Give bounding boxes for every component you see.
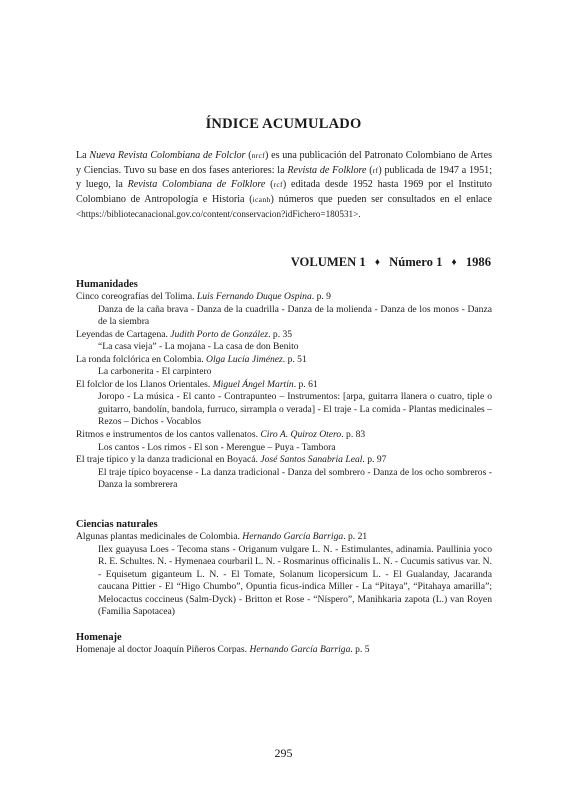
entry-author: Ciro A. Quiroz Otero [260, 429, 342, 441]
entry-author: Miguel Ángel Martín [212, 378, 294, 390]
intro-text: ( [366, 164, 373, 176]
entry-contents: El traje típico boyacense - La danza tradicional - Danza del sombrero - Danza de los ocho sombreros - Danza la sombrerera [98, 466, 492, 491]
entry-page: . p. 83 [341, 429, 366, 441]
section-homenaje [76, 631, 492, 657]
entry-page: . p. 61 [293, 378, 318, 390]
entry-page: . p. 9 [311, 291, 331, 302]
index-entry [76, 644, 492, 657]
entry-author: Hernando García Barriga [242, 531, 344, 542]
entry-contents: Danza de la caña brava - Danza de la cuadrilla - Danza de la molienda - Danza de los monos - Danza de la siembra [98, 303, 492, 328]
institute-abbr: icanh [252, 194, 271, 204]
intro-text: ( [265, 179, 274, 191]
entry-title: Algunas plantas medicinales de Colombia. [76, 531, 243, 542]
entry-line [76, 644, 492, 657]
index-entry [76, 354, 492, 379]
journal-name: Nueva Revista Colombiana de Folclor [89, 150, 246, 161]
intro-text: La [76, 150, 90, 161]
volume-heading [291, 255, 491, 270]
entry-title: El folclor de los Llanos Orientales. [76, 378, 213, 390]
intro-text: ) publicada de 1947 a 1951; y luego, la [76, 164, 492, 191]
intro-text: ( [245, 150, 252, 161]
entry-page: . p. 5 [350, 644, 370, 655]
index-entry [76, 291, 492, 329]
entry-contents: Joropo - La música - El canto - Contrapunteo – Instrumentos: [arpa, guitarra llanera o cuatro, tiple o guitarro, bandolín, bandola, furruco, sirrampla o verada] - El traje - La comida - Plantas medicinales – Rezos – Dichos - Vocablos [98, 391, 492, 428]
entry-title: El traje típico y la danza tradicional en Boyacá. [76, 454, 261, 466]
entry-title: La ronda folclórica en Colombia. [76, 353, 207, 365]
archive-link[interactable]: <https://bibliotecanacional.gov.co/content/conservacion?idFichero=180531>. [76, 209, 361, 220]
diamond-icon: ♦ [451, 257, 457, 268]
section-ciencias-naturales [76, 518, 492, 619]
entry-line [76, 329, 492, 342]
entry-line [76, 379, 492, 392]
page-number: 295 [274, 746, 293, 760]
journal-name: Revista de Folklore [287, 164, 367, 176]
volume-label: VOLUMEN 1 [290, 255, 366, 269]
entry-line [76, 354, 492, 367]
section-heading: Homenaje [76, 632, 122, 643]
section-heading: Ciencias naturales [76, 519, 158, 530]
diamond-icon: ♦ [374, 257, 380, 268]
entry-title: Homenaje al doctor Joaquín Piñeros Corpas. [76, 644, 250, 655]
entry-author: Olga Lucía Jiménez [206, 353, 283, 365]
index-entry [76, 379, 492, 429]
intro-text: ) editada desde 1952 hasta 1969 por el Instituto Colombiano de Antropología e Historia ( [76, 179, 492, 205]
entry-author: José Santos Sanabria Leal [260, 454, 363, 466]
journal-name: Revista Colombiana de Folklore [127, 179, 266, 191]
intro-text: ) es una publicación del Patronato Colombiano de Artes y Ciencias. Tuvo su base en dos fases anteriores: la [76, 150, 492, 176]
section-humanidades [76, 278, 492, 492]
issue-label: Número 1 [389, 255, 443, 269]
entry-line [76, 454, 492, 467]
entry-contents: “La casa vieja” - La mojana - La casa de don Benito [98, 341, 299, 353]
page-title: ÍNDICE ACUMULADO [205, 116, 362, 132]
intro-paragraph [76, 149, 492, 223]
section-heading: Humanidades [76, 279, 138, 290]
entry-page: . p. 35 [268, 328, 293, 340]
entry-title: Cinco coreografías del Tolima. [76, 291, 197, 302]
entry-contents: La carbonerita - El carpintero [98, 366, 212, 378]
entry-line [76, 291, 492, 304]
entry-page: . p. 51 [282, 353, 307, 365]
entry-contents: Ilex guayusa Loes - Tecoma stans - Origanum vulgare L. N. - Estimulantes, adinamia. Paullinia yoco R. E. Schultes. N. - Hymenaea courbaril L. N. - Rosmarinus officinalis L. N. - Cucumis sativus var. N. - Equisetum giganteum L. N. - El Tomate, Solanum licopersicum L. - El Gualanday, Jacaranda caucana Pittier - El “Higo Chumbo”, Opuntia ficus-indica Miller - La “Pitaya”, “Pitahaya amarilla”; Melocactus coccineus (Salm-Dyck) - Britton et Rose - “Níspero”, Manihkaria zapota (L.) van Royen (Familia Sapotacea) [98, 543, 492, 618]
entry-line [76, 531, 492, 544]
journal-abbr: nrcf [251, 151, 266, 160]
journal-abbr: rf [372, 165, 379, 175]
entry-line [76, 429, 492, 442]
year-label: 1986 [465, 255, 491, 269]
entry-author: Luis Fernando Duque Ospina [196, 291, 312, 302]
entry-author: Hernando García Barriga [249, 644, 351, 655]
entry-page: . p. 21 [343, 531, 368, 542]
index-entry [76, 531, 492, 619]
index-entry [76, 454, 492, 492]
entry-author: Judith Porto de González [170, 328, 269, 340]
entry-page: . p. 97 [362, 454, 387, 466]
entry-title: Ritmos e instrumentos de los cantos vallenatos. [76, 429, 261, 441]
index-entry [76, 429, 492, 454]
entry-contents: Los cantos - Los rimos - El son - Merengue – Puya - Tambora [98, 441, 336, 453]
entry-title: Leyendas de Cartagena. [76, 328, 171, 340]
index-entry [76, 329, 492, 354]
journal-abbr: rcf [273, 180, 283, 190]
intro-text: ) números que pueden ser consultados en el enlace [270, 193, 492, 205]
